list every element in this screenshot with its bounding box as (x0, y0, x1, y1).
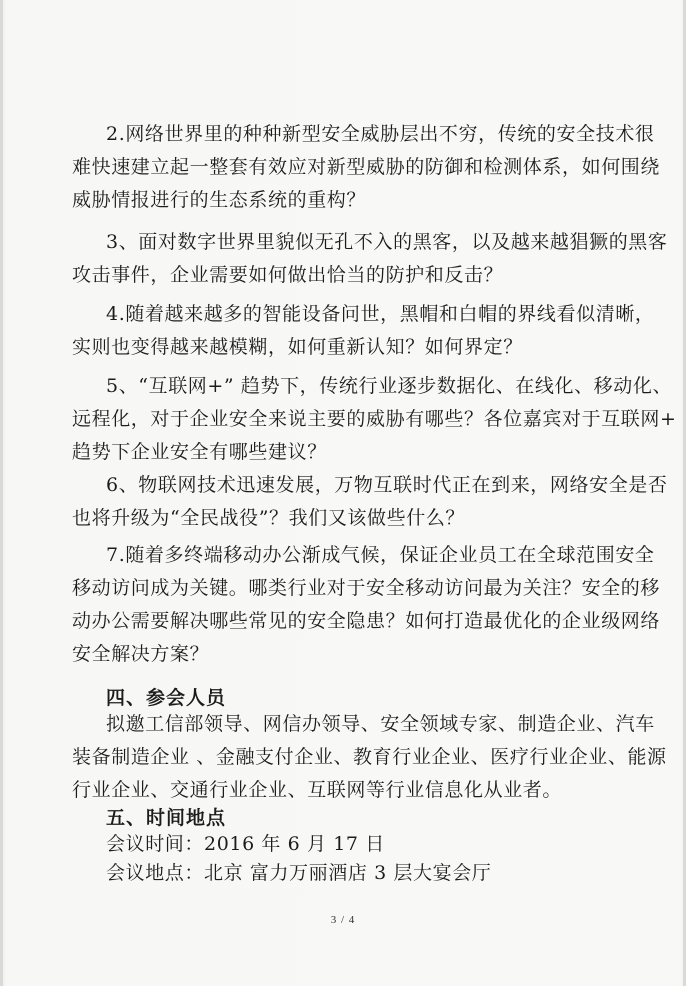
question-3 (72, 226, 668, 292)
question-5-line-1: 5、“互联网+” 趋势下，传统行业逐步数据化、在线化、移动化、 (106, 375, 673, 397)
meeting-time: 会议时间：2016 年 6 月 17 日 (106, 833, 385, 855)
question-3-line-1: 3、面对数字世界里貌似无孔不入的黑客，以及越来越猖獗的黑客 (106, 231, 668, 253)
section-5-heading: 五、时间地点 (106, 807, 227, 829)
question-2-line-3: 威胁情报进行的生态系统的重构？ (72, 189, 367, 211)
section-4-line-1: 拟邀工信部领导、网信办领导、安全领域专家、制造企业、汽车 (106, 713, 655, 735)
question-7 (72, 539, 661, 671)
question-4-line-2: 实则也变得越来越模糊，如何重新认知？如何界定？ (72, 336, 523, 358)
question-4 (72, 298, 655, 364)
question-3-line-2: 攻击事件，企业需要如何做出恰当的防护和反击？ (72, 264, 504, 286)
page-number: 3 / 4 (330, 914, 356, 926)
question-6-line-1: 6、物联网技术迅速发展，万物互联时代正在到来，网络安全是否 (106, 474, 668, 496)
section-4-line-2: 装备制造企业 、金融支付企业、教育行业企业、医疗行业企业、能源 (72, 746, 667, 768)
question-5-line-3: 趋势下企业安全有哪些建议？ (72, 441, 327, 463)
question-7-line-1: 7.随着多终端移动办公渐成气候，保证企业员工在全球范围安全 (106, 544, 655, 566)
meeting-location: 会议地点：北京 富力万丽酒店 3 层大宴会厅 (106, 862, 492, 884)
question-7-line-2: 移动访问成为关键。哪类行业对于安全移动访问最为关注？安全的移 (72, 577, 661, 599)
section-4-line-3: 行业企业、交通行业企业、互联网等行业信息化从业者。 (72, 779, 563, 801)
question-4-line-1: 4.随着越来越多的智能设备问世，黑帽和白帽的界线看似清晰， (106, 303, 655, 325)
question-7-line-3: 动办公需要解决哪些常见的安全隐患？如何打造最优化的企业级网络 (72, 610, 661, 632)
question-2-line-1: 2.网络世界里的种种新型安全威胁层出不穷，传统的安全技术很 (106, 123, 655, 145)
section-4-heading: 四、参会人员 (106, 687, 227, 709)
question-5 (72, 370, 677, 469)
question-6-line-2: 也将升级为“全民战役”？我们又该做些什么？ (72, 507, 466, 529)
question-2-line-2: 难快速建立起一整套有效应对新型威胁的防御和检测体系，如何围绕 (72, 156, 661, 178)
question-5-line-2: 远程化，对于企业安全来说主要的威胁有哪些？各位嘉宾对于互联网+ (72, 408, 677, 430)
question-2 (72, 118, 661, 217)
section-4-body (72, 708, 667, 807)
question-7-line-4: 安全解决方案？ (72, 643, 210, 665)
question-6 (72, 469, 668, 535)
